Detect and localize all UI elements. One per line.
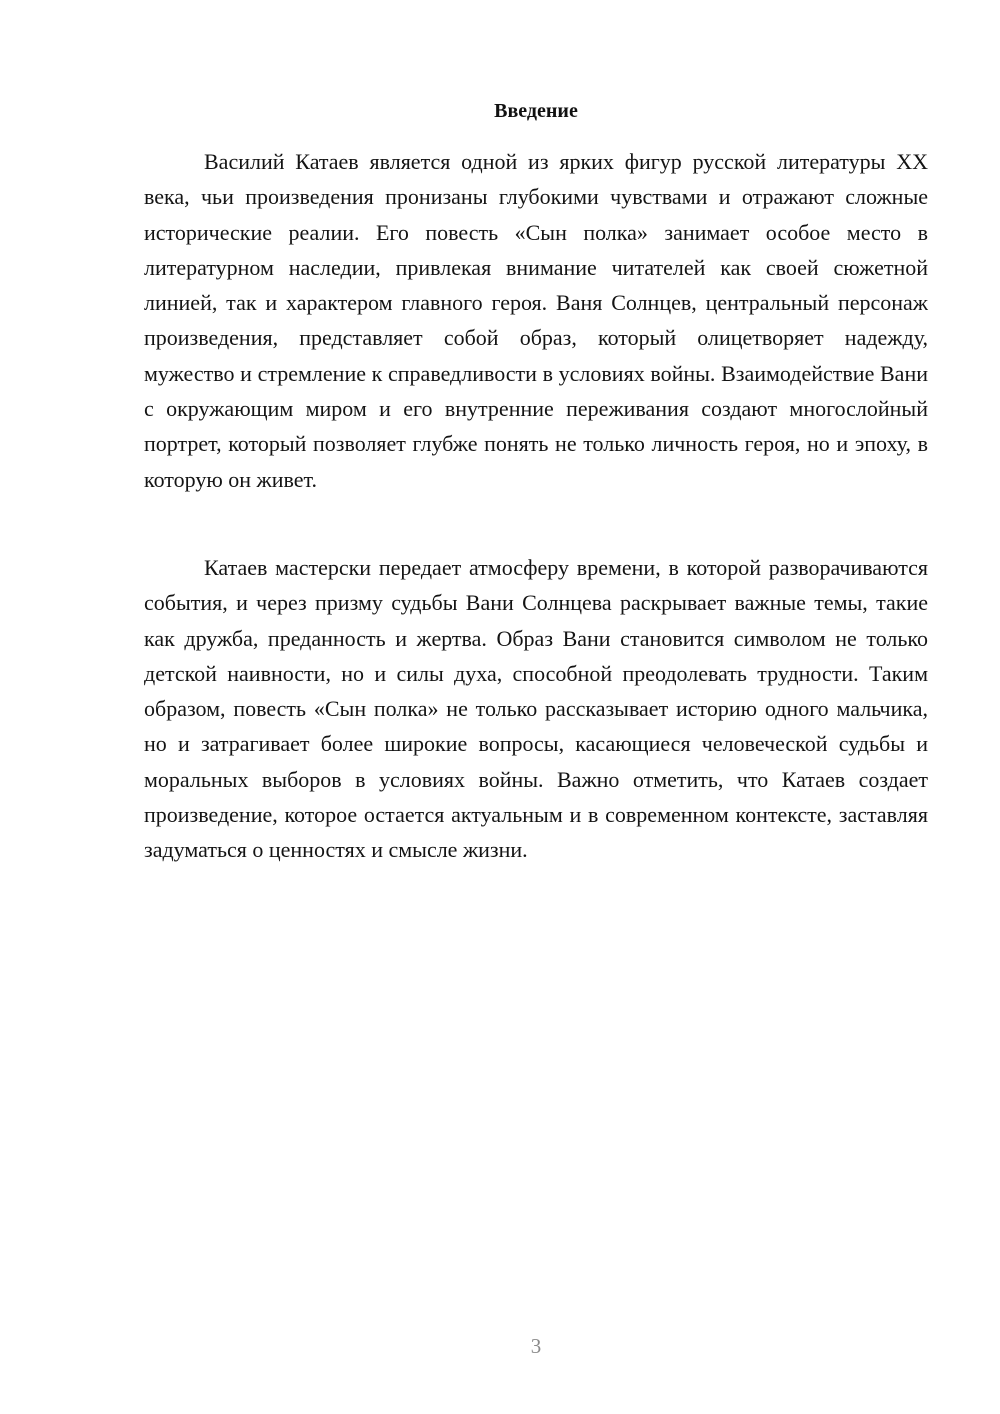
paragraph-1: Василий Катаев является одной из ярких фигур русской литературы XX века, чьи произведения пронизаны глубокими чувствами и отражают сложные исторические реалии. Его повесть «Сын полка» занимает особое место в литературном наследии, привлекая внимание читателей как своей сюжетной линией, так и характером главного героя. Ваня Солнцев, центральный персонаж произведения, представляет собой образ, который олицетворяет надежду, мужество и стремление к справедливости в условиях войны. Взаимодействие Вани с окружающим миром и его внутренние переживания создают многослойный портрет, который позволяет глубже понять не только личность героя, но и эпоху, в которую он живет. <box>144 149 928 492</box>
paragraph-2: Катаев мастерски передает атмосферу времени, в которой разворачиваются события, и через призму судьбы Вани Солнцева раскрывает важные темы, такие как дружба, преданность и жертва. Образ Вани становится символом не только детской наивности, но и силы духа, способной преодолевать трудности. Таким образом, повесть «Сын полка» не только рассказывает историю одного мальчика, но и затрагивает более широкие вопросы, касающиеся человеческой судьбы и моральных выборов в условиях войны. Важно отметить, что Катаев создает произведение, которое остается актуальным и в современном контексте, заставляя задуматься о ценностях и смысле жизни. <box>144 555 928 863</box>
section-heading: Введение <box>494 100 578 122</box>
page-number: 3 <box>530 1334 542 1358</box>
